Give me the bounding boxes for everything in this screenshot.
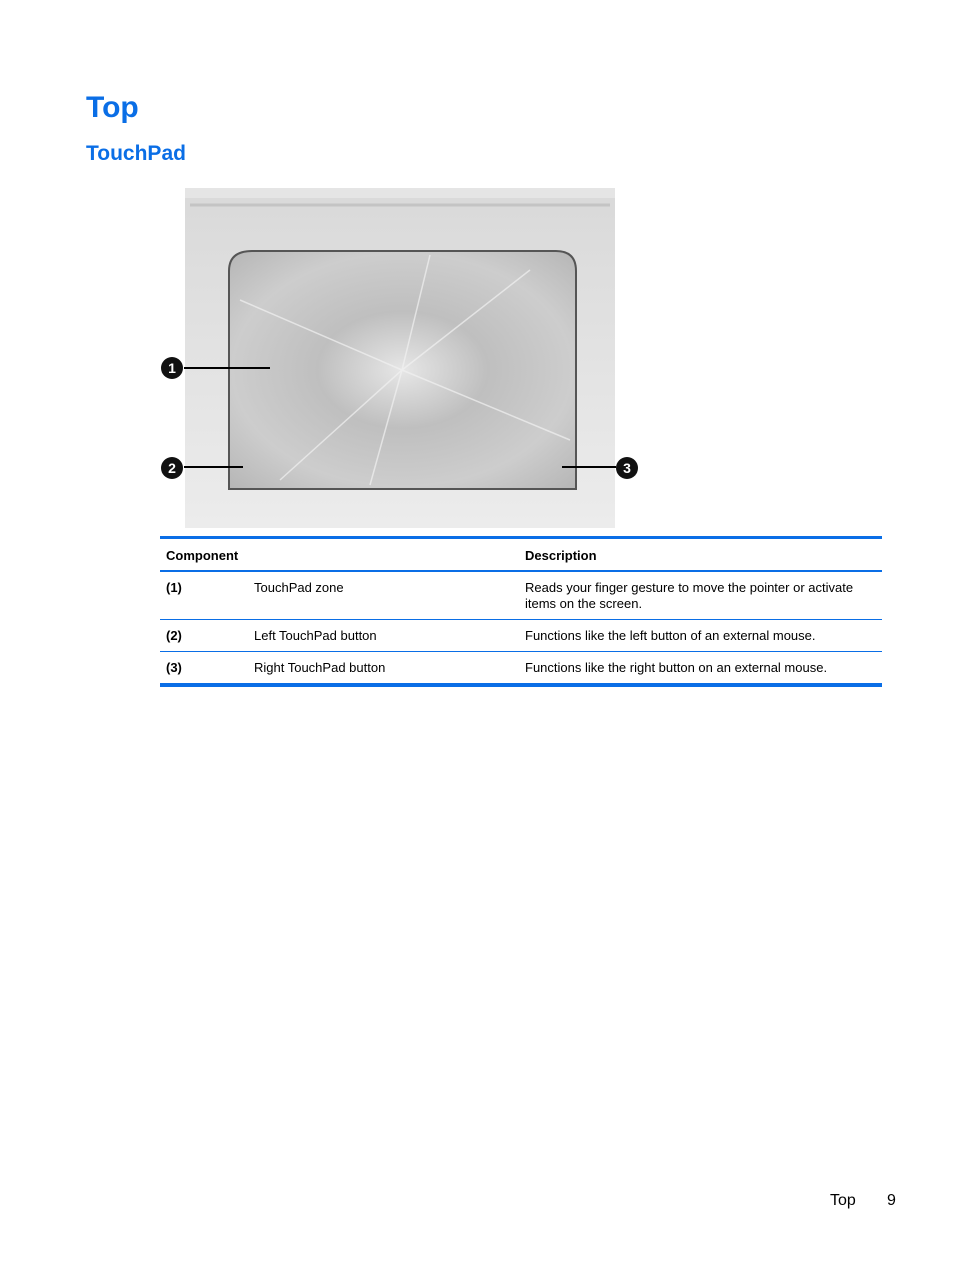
footer-section-title: Top [830, 1192, 856, 1209]
component-table [160, 536, 882, 687]
row-description: Reads your finger gesture to move the pointer or activate items on the screen. [519, 571, 882, 620]
row-component: Left TouchPad button [248, 620, 519, 652]
row-number: (3) [166, 660, 182, 675]
row-description: Functions like the right button on an external mouse. [525, 660, 828, 675]
header-component: Component [160, 538, 519, 572]
row-description: Functions like the left button of an external mouse. [519, 620, 882, 652]
table-header-row [160, 538, 882, 572]
table-row [160, 652, 882, 686]
touchpad-illustration [150, 180, 650, 530]
section-title: TouchPad [86, 142, 186, 165]
page-title: Top [86, 91, 139, 124]
row-component: Right TouchPad button [254, 660, 386, 675]
row-number: (2) [160, 620, 248, 652]
row-number: (1) [160, 571, 248, 620]
touchpad-image [150, 180, 650, 530]
footer-page-number: 9 [887, 1192, 896, 1209]
header-description: Description [519, 538, 882, 572]
table-row [160, 571, 882, 620]
callout-2-label: 2 [168, 460, 176, 476]
callout-1-label: 1 [168, 360, 176, 376]
table-row [160, 620, 882, 652]
row-component: TouchPad zone [248, 571, 519, 620]
callout-3-label: 3 [623, 460, 631, 476]
